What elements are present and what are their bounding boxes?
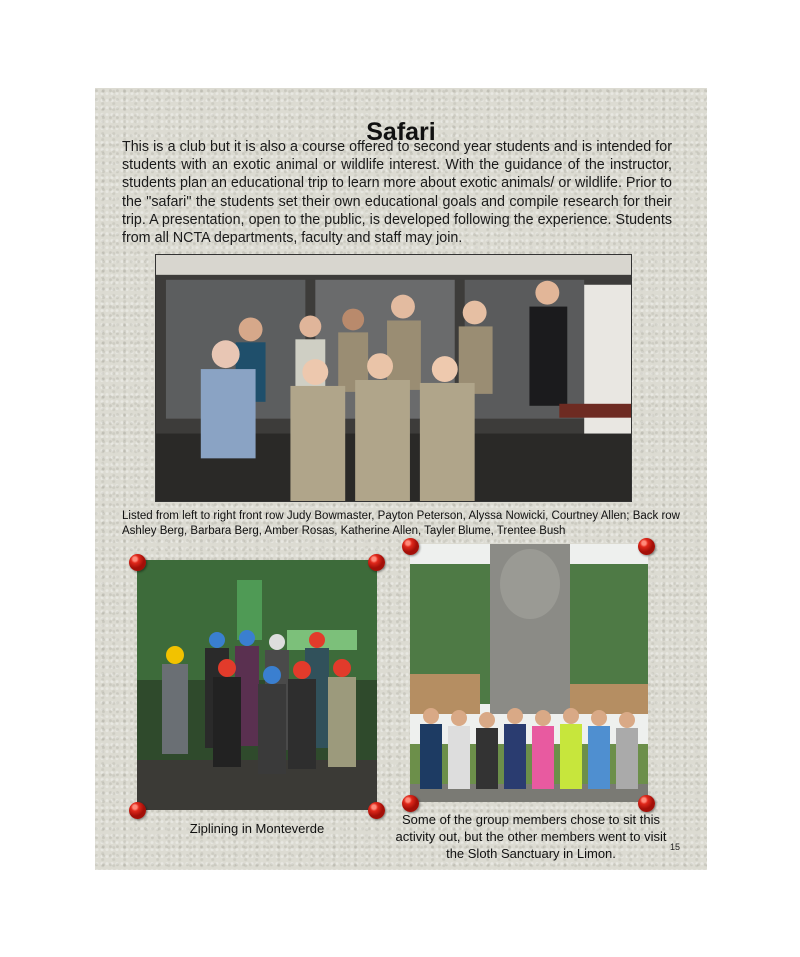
page-title: Safari: [366, 118, 436, 146]
push-pin-icon: [638, 538, 655, 555]
group-photo: [155, 254, 632, 502]
push-pin-icon: [402, 795, 419, 812]
sloth-sanctuary-photo: [410, 544, 648, 802]
zipline-photo: [137, 560, 377, 810]
scrapbook-page: [95, 88, 707, 870]
sloth-caption: Some of the group members chose to sit this activity out, but the other members went to visit the Sloth Sanctuary in Limon.: [395, 812, 667, 861]
push-pin-icon: [368, 802, 385, 819]
push-pin-icon: [129, 554, 146, 571]
zipline-caption: Ziplining in Monteverde: [189, 821, 325, 836]
push-pin-icon: [638, 795, 655, 812]
push-pin-icon: [368, 554, 385, 571]
push-pin-icon: [129, 802, 146, 819]
group-photo-caption: Listed from left to right front row Judy Bowmaster, Payton Peterson, Alyssa Nowicki, Courtney Allen; Back row Ashley Berg, Barbara Berg, Amber Rosas, Katherine Allen, Tayler Blume, Trentee Bush: [122, 510, 680, 537]
push-pin-icon: [402, 538, 419, 555]
page-number: 15: [670, 842, 681, 852]
intro-paragraph: This is a club but it is also a course offered to second year students and is intended for students with an exotic animal or wildlife interest. With the guidance of the instructor, students plan an educational trip to learn more about exotic animals/ or wildlife. Prior to the "safari" the students set their own educational goals and compile research for their trip. A presentation, open to the public, is developed following the experience. Students from all NCTA departments, faculty and staff may join.: [122, 139, 672, 247]
